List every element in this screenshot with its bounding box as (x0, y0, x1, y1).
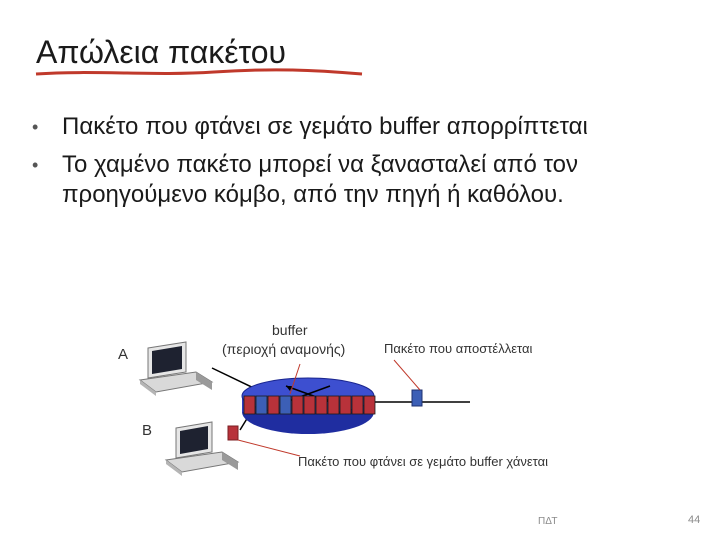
host-b-computer-icon (166, 422, 238, 476)
bullet-text: Το χαμένο πακέτο μπορεί να ξανασταλεί από τον προηγούμενο κόμβο, από την πηγή ή καθόλου. (62, 151, 578, 208)
host-a-label: A (118, 346, 129, 363)
buffer-slot (328, 396, 339, 414)
buffer-slot (292, 396, 303, 414)
buffer-slot (256, 396, 267, 414)
bullet-marker: • (32, 155, 39, 175)
buffer-slot (352, 396, 363, 414)
dropped-packet-label: Πακέτο που φτάνει σε γεμάτο buffer χάνεται (298, 454, 549, 469)
buffer-slot (364, 396, 375, 414)
host-b-label: B (142, 422, 153, 439)
buffer-slot (316, 396, 327, 414)
buffer-slot (268, 396, 279, 414)
page-number: 44 (688, 514, 701, 526)
host-a-computer-icon (140, 342, 212, 396)
slide-title: Απώλεια πακέτου (36, 34, 286, 70)
buffer-slot (244, 396, 255, 414)
footer-source: ΠΔΤ (538, 516, 558, 527)
sent-packet-label: Πακέτο που αποστέλλεται (384, 341, 533, 356)
sent-pointer-line (394, 360, 420, 390)
dropped-packet (228, 426, 238, 440)
buffer-label-line2: (περιοχή αναμονής) (222, 341, 346, 357)
buffer-slot (340, 396, 351, 414)
sent-packet (412, 390, 422, 406)
buffer-slot (304, 396, 315, 414)
buffer-label-line1: buffer (272, 322, 308, 338)
bullet-marker: • (32, 117, 39, 137)
buffer-queue (244, 396, 375, 414)
dropped-pointer-line (238, 440, 300, 456)
bullet-text: Πακέτο που φτάνει σε γεμάτο buffer απορρίπτεται (62, 113, 588, 140)
buffer-slot (280, 396, 291, 414)
